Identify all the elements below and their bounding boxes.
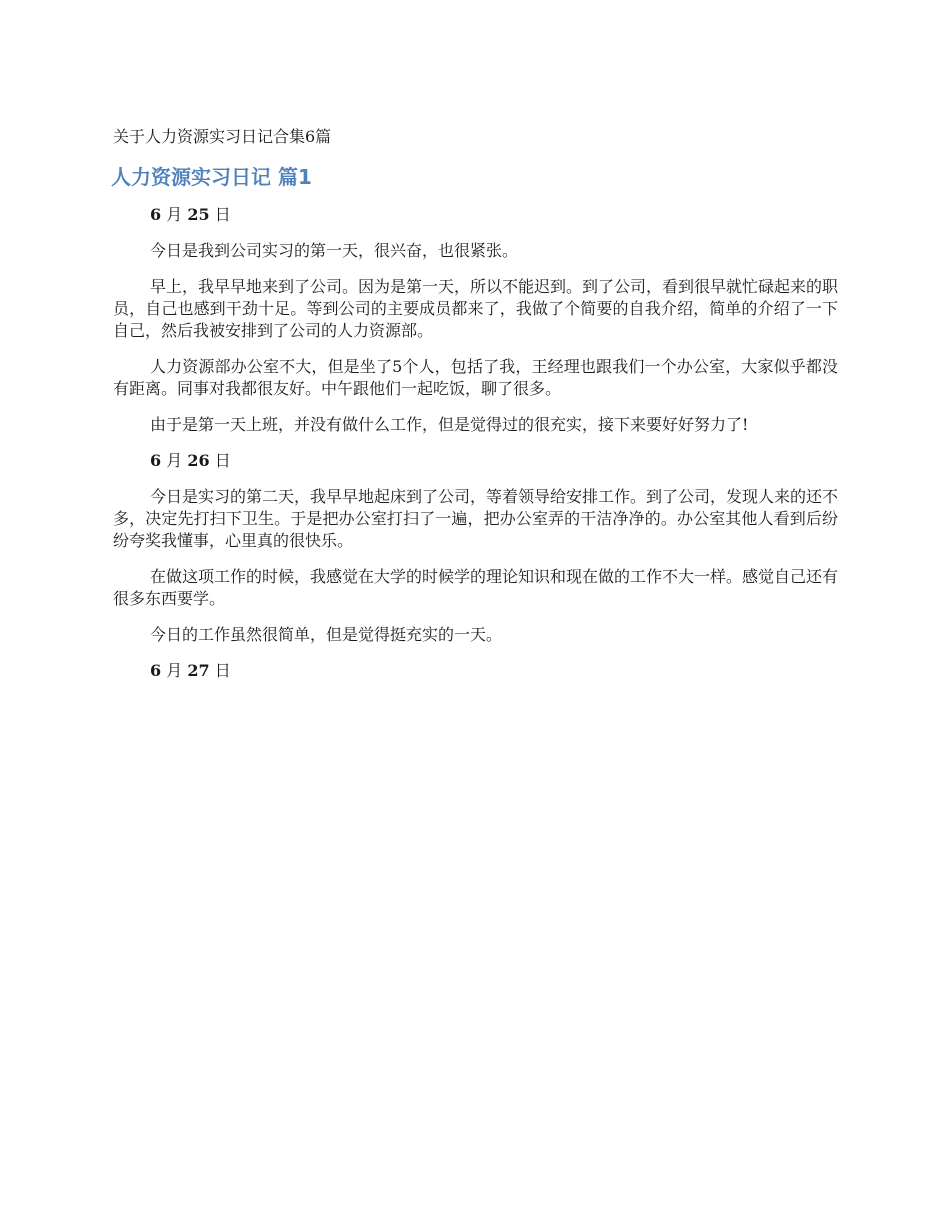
date-month: 6 bbox=[150, 451, 162, 470]
date-month-unit: 月 bbox=[166, 451, 183, 470]
entry-date bbox=[113, 660, 838, 682]
section-heading: 人力资源实习日记 篇1 bbox=[111, 165, 312, 189]
paragraph: 今日是我到公司实习的第一天，很兴奋，也很紧张。 bbox=[150, 241, 519, 260]
date-day-unit: 日 bbox=[214, 451, 231, 470]
paragraph: 今日是实习的第二天，我早早地起床到了公司，等着领导给安排工作。到了公司，发现人来的还不多，决定先打扫下卫生。于是把办公室打扫了一遍，把办公室弄的干洁净净的。办公室其他人看到后纷纷夸奖我懂事，心里真的很快乐。 bbox=[113, 487, 839, 550]
paragraph: 早上，我早早地来到了公司。因为是第一天，所以不能迟到。到了公司，看到很早就忙碌起来的职员，自己也感到干劲十足。等到公司的主要成员都来了，我做了个简要的自我介绍，简单的介绍了一下自己，然后我被安排到了公司的人力资源部。 bbox=[113, 277, 839, 340]
date-month-unit: 月 bbox=[166, 661, 183, 680]
document-title: 关于人力资源实习日记合集6篇 bbox=[113, 127, 332, 146]
entry-date bbox=[113, 204, 838, 226]
date-day: 25 bbox=[187, 205, 210, 224]
document-page bbox=[113, 126, 838, 696]
date-day: 26 bbox=[187, 451, 210, 470]
paragraph: 在做这项工作的时候，我感觉在大学的时候学的理论知识和现在做的工作不大一样。感觉自己还有很多东西要学。 bbox=[113, 567, 839, 608]
paragraph: 由于是第一天上班，并没有做什么工作，但是觉得过的很充实，接下来要好好努力了! bbox=[150, 415, 749, 434]
date-day-unit: 日 bbox=[214, 661, 231, 680]
date-month-unit: 月 bbox=[166, 205, 183, 224]
date-day: 27 bbox=[187, 661, 210, 680]
paragraph: 今日的工作虽然很简单，但是觉得挺充实的一天。 bbox=[150, 625, 503, 644]
paragraph: 人力资源部办公室不大，但是坐了5个人，包括了我，王经理也跟我们一个办公室，大家似乎都没有距离。同事对我都很友好。中午跟他们一起吃饭，聊了很多。 bbox=[113, 357, 838, 398]
date-month: 6 bbox=[150, 205, 162, 224]
date-month: 6 bbox=[150, 661, 162, 680]
date-day-unit: 日 bbox=[214, 205, 231, 224]
entry-date bbox=[113, 450, 838, 472]
